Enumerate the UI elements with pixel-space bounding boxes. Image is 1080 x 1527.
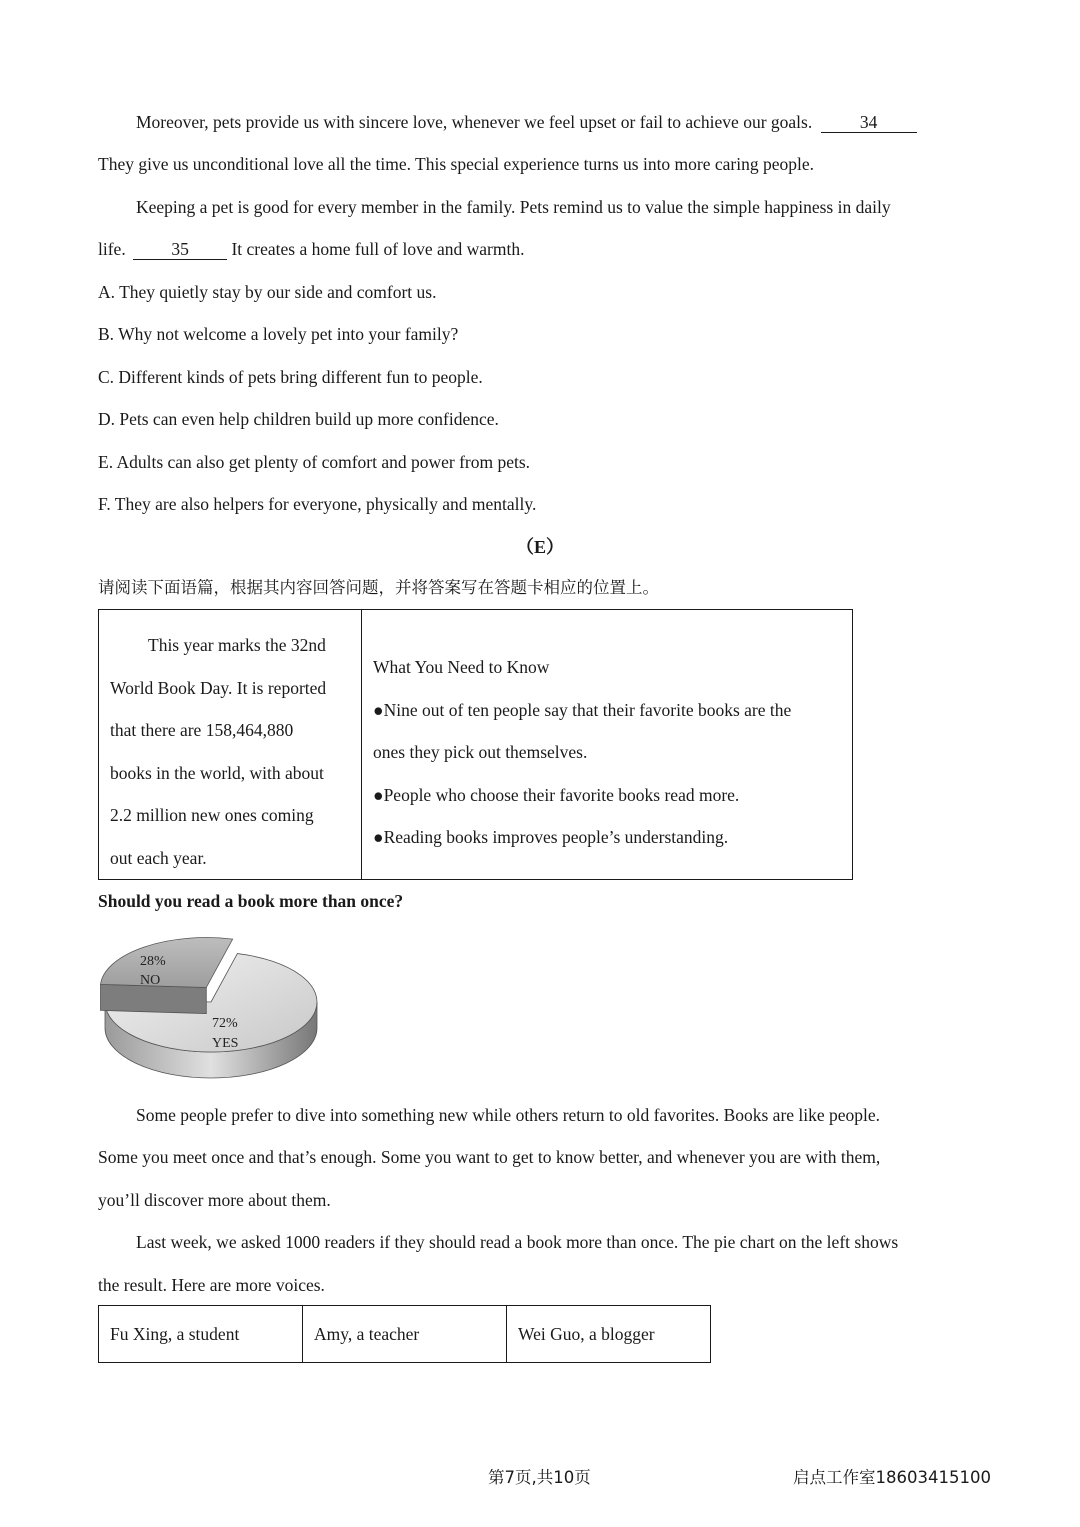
info-table bbox=[98, 609, 853, 880]
info-left-line: This year marks the 32nd bbox=[148, 635, 326, 655]
instruction-text: 请阅读下面语篇，根据其内容回答问题，并将答案写在答题卡相应的位置上。 bbox=[98, 578, 659, 597]
voice-cell-fu-xing: Fu Xing, a student bbox=[99, 1306, 303, 1363]
option-d: D. Pets can even help children build up more confidence. bbox=[98, 409, 499, 429]
voice-cell-amy: Amy, a teacher bbox=[303, 1306, 507, 1363]
info-left-cell bbox=[99, 610, 362, 880]
info-left-text bbox=[99, 610, 361, 879]
studio-credit: 启点工作室18603415100 bbox=[793, 1468, 991, 1487]
paragraph-line: Keeping a pet is good for every member in the family. Pets remind us to value the simple happiness in daily bbox=[136, 197, 891, 217]
answer-blank-34: 34 bbox=[821, 112, 917, 133]
slice-label-no: NO bbox=[140, 973, 161, 988]
pie-layer bbox=[101, 938, 317, 1078]
paragraph-text: It creates a home full of love and warmth. bbox=[231, 239, 525, 259]
pie-slice-no bbox=[101, 938, 233, 988]
info-left-line: books in the world, with about bbox=[110, 762, 324, 783]
paragraph-line bbox=[136, 110, 917, 134]
info-left-line: 2.2 million new ones coming bbox=[110, 805, 314, 825]
page-number: 第7页,共10页 bbox=[488, 1468, 591, 1487]
info-left-line: World Book Day. It is reported bbox=[110, 677, 327, 698]
paragraph-line: you’ll discover more about them. bbox=[98, 1190, 331, 1210]
option-a: A. They quietly stay by our side and comfort us. bbox=[98, 282, 437, 302]
info-right-point: ●People who choose their favorite books read more. bbox=[373, 784, 740, 805]
paragraph-line: Some people prefer to dive into something new while others return to old favorites. Books are like people. bbox=[136, 1105, 881, 1125]
answer-blank-35: 35 bbox=[133, 239, 227, 260]
paragraph-text: Moreover, pets provide us with sincere love, whenever we feel upset or fail to achieve our goals. bbox=[136, 112, 813, 132]
paragraph-line: Last week, we asked 1000 readers if they should read a book more than once. The pie chart on the left shows bbox=[136, 1232, 899, 1252]
option-e: E. Adults can also get plenty of comfort and power from pets. bbox=[98, 452, 531, 472]
survey-question: Should you read a book more than once? bbox=[98, 891, 404, 911]
voice-cell-wei-guo: Wei Guo, a blogger bbox=[507, 1306, 711, 1363]
pie-slice-no-side bbox=[101, 984, 207, 1013]
option-c: C. Different kinds of pets bring different fun to people. bbox=[98, 367, 483, 387]
info-right-point: ●Reading books improves people’s understanding. bbox=[373, 827, 729, 847]
paragraph-line: They give us unconditional love all the time. This special experience turns us into more caring people. bbox=[98, 154, 815, 174]
info-right-text bbox=[362, 610, 852, 859]
info-left-line: out each year. bbox=[110, 847, 207, 868]
paragraph-line bbox=[98, 237, 524, 261]
slice-label-no-percent: 28% bbox=[140, 954, 166, 969]
slice-label-yes: YES bbox=[212, 1036, 239, 1051]
paragraph-line: Some you meet once and that’s enough. Some you want to get to know better, and whenever you are with them, bbox=[98, 1147, 881, 1167]
option-b: B. Why not welcome a lovely pet into your family? bbox=[98, 324, 459, 344]
paragraph-text: life. bbox=[98, 239, 126, 259]
info-left-line: that there are 158,464,880 bbox=[110, 720, 294, 740]
pie-chart bbox=[98, 928, 328, 1086]
section-heading: （E） bbox=[515, 537, 564, 557]
option-f: F. They are also helpers for everyone, physically and mentally. bbox=[98, 494, 537, 514]
info-right-point: ones they pick out themselves. bbox=[373, 742, 588, 762]
slice-label-yes-percent: 72% bbox=[212, 1016, 238, 1031]
info-right-point: ●Nine out of ten people say that their favorite books are the bbox=[373, 699, 792, 720]
info-right-title: What You Need to Know bbox=[373, 657, 550, 677]
info-right-cell bbox=[362, 610, 853, 880]
voices-table bbox=[98, 1305, 711, 1363]
paragraph-line: the result. Here are more voices. bbox=[98, 1275, 325, 1295]
